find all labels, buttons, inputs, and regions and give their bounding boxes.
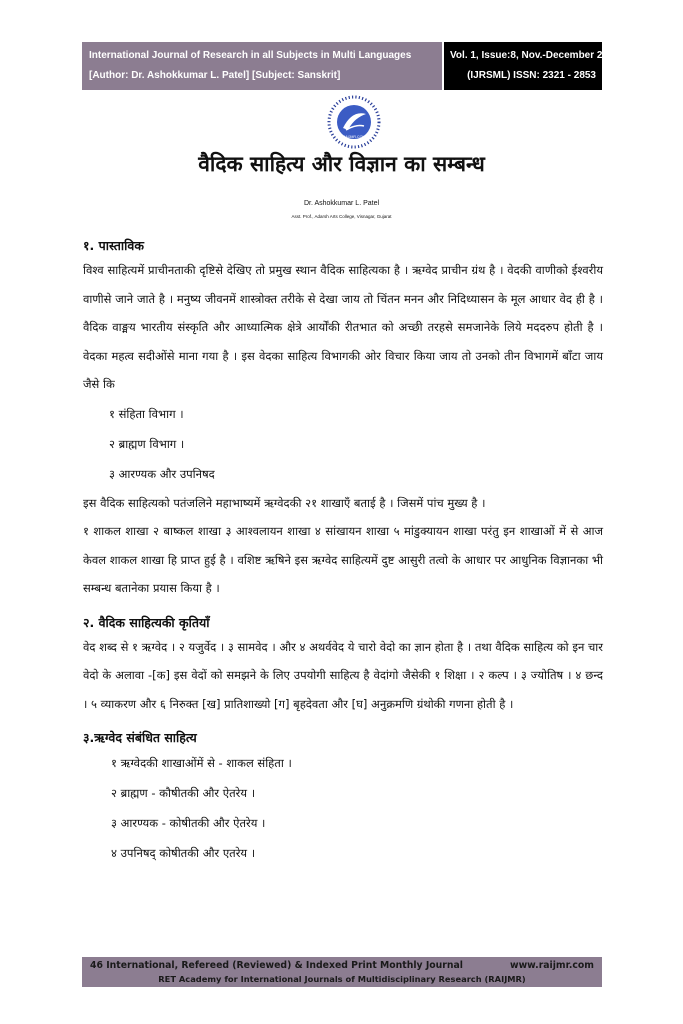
introduction-paragraph: विश्व साहित्यमें प्राचीनताकी दृष्टिसे देखिए तो प्रमुख स्थान वैदिक साहित्यका है । ऋग्वेद प्राचीन ग्रंथ है । वेदकी वाणीको ईश्वरीय वाणीसे जाने जाते है । मनुष्य जीवनमें शास्त्रोक्त तरीके से देखा जाय तो चिंतन मनन और निदिध्यासन के मूल आधार वेद ही है । वैदिक वाङ्मय भारतीय संस्कृति और आध्यात्मिक क्षेत्रे आर्योंकी रीतभात को अच्छी तरहसे समजानेके लिये मददरुप होती है । वेदका महत्व सदीओंसे माना गया है । इस वेदका साहित्य विभागकी ओर विचार किया जाय तो उनको तीन विभागमें बाँटा जाय जैसे कि (83, 263, 603, 391)
volume-info: Vol. 1, Issue:8, Nov.-December 2013 (450, 50, 620, 61)
logo-disc (337, 105, 371, 139)
journal-url: www.raijmr.com (510, 960, 594, 971)
issn-info: (IJRSML) ISSN: 2321 - 2853 (467, 70, 596, 81)
shakha-list-paragraph: १ शाकल शाखा २ बाष्कल शाखा ३ आश्वलायन शाखा ४ सांखायन शाखा ५ मांडुक्यायन शाखा परंतु इन शाखाओं में से आज केवल शाकल शाखा हि प्राप्त हुई है । वशिष्ट ऋषिने इस ऋग्वेद साहित्यमें दुष्ट आसुरी तत्वो के आधार पर आधुनिक विज्ञानका भी सम्बन्ध बतानेका प्रयास किया है । (83, 524, 603, 595)
list-item: ३ आरण्यक और उपनिषद (109, 466, 215, 481)
article-body (83, 236, 603, 868)
header-journal-banner (82, 42, 442, 90)
journal-description: International, Refereed (Reviewed) & Indexed Print Monthly Journal (106, 960, 463, 971)
journal-name: International Journal of Research in all Subjects in Multi Languages (89, 50, 412, 61)
list-item: ३ आरण्यक - कोषीतकी और ऐतरेय । (111, 816, 266, 830)
article-affiliation: Asst. Prof., Adarsh Arts College, Visnagar, Gujarat (291, 214, 392, 219)
list-item: २ ब्राह्मण - कौषीतकी और ऐतरेय । (111, 786, 256, 800)
vedic-works-paragraph: वेद शब्द से १ ऋग्वेद । २ यजुर्वेद । ३ सामवेद । और ४ अथर्ववेद ये चारो वेदो का ज्ञान होता है । तथा वैदिक साहित्य को इन चार वेदो के अलावा -[क] इस वेदों को समझने के लिए उपयोगी साहित्य है वेदांगो जैसेकी १ शिक्षा । २ कल्प । ३ ज्योतिष । ४ छन्द । ५ व्याकरण और ६ निरुक्त [ख] प्रातिशाख्यो [ग] बृहदेवता और [घ] अनुक्रमणि ग्रंथोकी गणना होती है । (83, 639, 603, 711)
list-item: १ संहिता विभाग । (109, 406, 184, 421)
logo-text: RAIJMR.COM (342, 135, 366, 139)
section-heading-rigveda-literature: ३.ऋग्वेद संबंधित साहित्य (83, 730, 197, 745)
author-subject: [Author: Dr. Ashokkumar L. Patel] [Subject: Sanskrit] (89, 70, 341, 81)
academy-name: RET Academy for International Journals of Multidisciplinary Research (RAIJMR) (158, 974, 526, 984)
list-item: ४ उपनिषद् कोषीतकी और एतरेय । (111, 846, 256, 860)
section-heading-introduction: १. पास्ताविक (83, 238, 144, 253)
list-item: २ ब्राह्मण विभाग । (109, 436, 185, 451)
shakha-count-paragraph: इस वैदिक साहित्यको पतंजलिने महाभाष्यमें ऋग्वेदकी २१ शाखाएँ बताई है । जिसमें पांच मुख्य है । (83, 495, 486, 510)
article-title: वैदिक साहित्य और विज्ञान का सम्बन्ध (198, 152, 485, 176)
page-number: 46 (90, 960, 103, 971)
section-heading-vedic-works: २. वैदिक साहित्यकी कृतियाँ (83, 614, 210, 630)
list-item: १ ऋग्वेदकी शाखाओंमें से - शाकल संहिता । (111, 756, 292, 770)
journal-logo (326, 94, 382, 150)
page-footer (82, 957, 602, 987)
header-issue-banner (444, 42, 620, 90)
article-author: Dr. Ashokkumar L. Patel (303, 200, 380, 207)
